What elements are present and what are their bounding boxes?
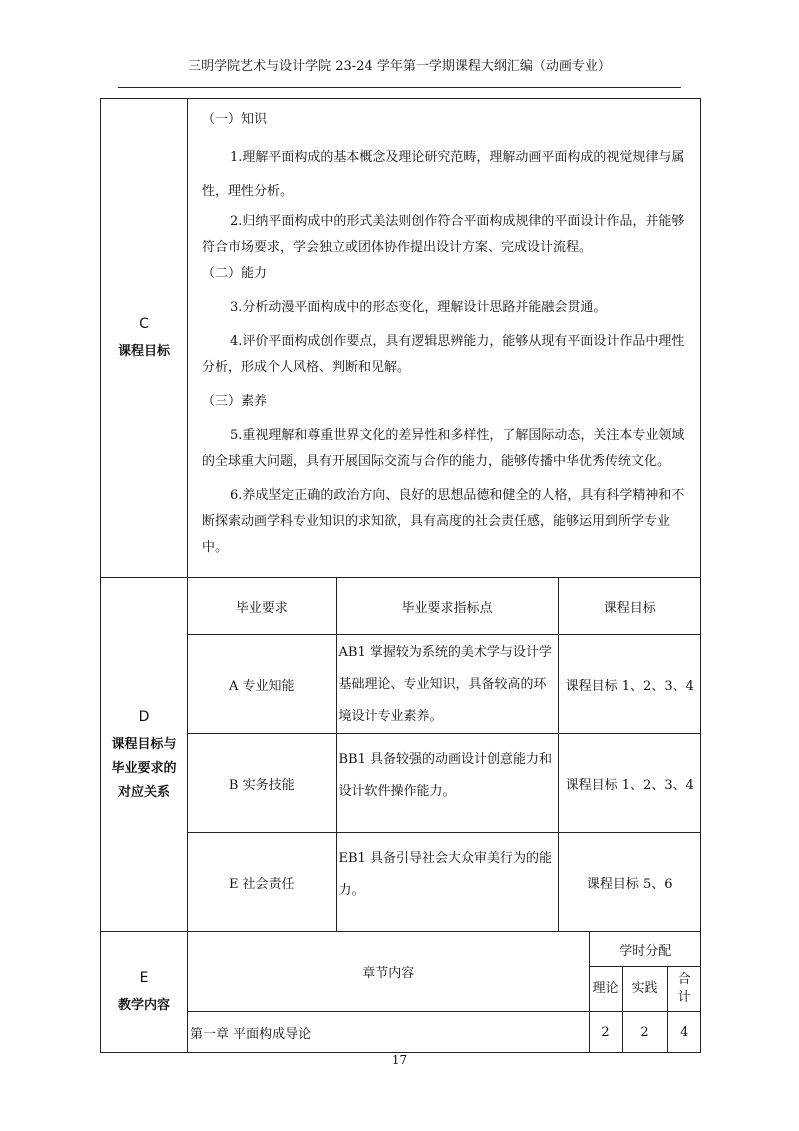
- syllabus-table: [100, 98, 701, 1053]
- target-cell: 课程目标 1、2、3、4: [558, 635, 701, 734]
- section-e-label: [101, 932, 188, 1053]
- objective-5: 5.重视理解和尊重世界文化的差异性和多样性，了解国际动态，关注本专业领域的全球重大问题，具有开展国际交流与合作的能力，能够传播中华优秀传统文化。: [202, 428, 685, 469]
- section-c-row: [101, 99, 701, 578]
- section-e-code: E: [139, 970, 149, 986]
- mapping-header-row: [188, 578, 701, 635]
- target-cell: 课程目标 1、2、3、4: [558, 734, 701, 833]
- section-d-label: [101, 578, 188, 932]
- chapter-row: [188, 1012, 701, 1053]
- section-e-row: [101, 932, 701, 1053]
- section-d-name-line1: 课程目标与: [111, 736, 177, 752]
- chapter-header: 章节内容: [188, 932, 589, 1012]
- section-c-code: C: [139, 316, 149, 332]
- chapter-theory: 2: [589, 1012, 622, 1053]
- objective-2: 2.归纳平面构成中的形式美法则创作符合平面构成规律的平面设计作品，并能够符合市场要求，学会独立或团体协作提出设计方案、完成设计流程。: [202, 214, 685, 255]
- requirement-cell: A 专业知能: [188, 635, 336, 734]
- section-d-row: [101, 578, 701, 932]
- hours-header: 学时分配: [589, 932, 701, 967]
- indicator-cell: EB1 具备引导社会大众审美行为的能力。: [336, 833, 558, 932]
- header-rule: [118, 87, 681, 88]
- header-indicator: 毕业要求指标点: [336, 578, 558, 635]
- objective-3: 3.分析动漫平面构成中的形态变化，理解设计思路并能融会贯通。: [230, 300, 607, 315]
- section-c-label: [101, 99, 188, 578]
- ability-heading: （二）能力: [202, 266, 268, 281]
- section-d-code: D: [138, 708, 150, 725]
- content-header-row: [188, 932, 701, 967]
- chapter-total: 4: [667, 1012, 701, 1053]
- target-cell: 课程目标 5、6: [558, 833, 701, 932]
- objective-6: 6.养成坚定正确的政治方向、良好的思想品德和健全的人格，具有科学精神和不断探索动画学科专业知识的求知欲，具有高度的社会责任感，能够运用到所学专业中。: [202, 488, 685, 555]
- document-header: 三明学院艺术与设计学院 23-24 学年第一学期课程大纲汇编（动画专业）: [188, 59, 611, 74]
- section-d-name-line3: 对应关系: [117, 784, 170, 800]
- page-number: 17: [391, 1053, 408, 1067]
- mapping-table-cell: [188, 578, 701, 932]
- section-d-name-line2: 毕业要求的: [111, 760, 177, 776]
- section-e-name: 教学内容: [117, 998, 170, 1013]
- content-table: [188, 932, 701, 1052]
- section-c-name: 课程目标: [117, 344, 170, 359]
- chapter-practice: 2: [622, 1012, 667, 1053]
- header-requirement: 毕业要求: [188, 578, 336, 635]
- mapping-row: [188, 734, 701, 833]
- content-table-cell: [188, 932, 701, 1053]
- theory-header: 理论: [589, 967, 622, 1012]
- mapping-table: [188, 578, 701, 931]
- indicator-cell: BB1 具备较强的动画设计创意能力和设计软件操作能力。: [336, 734, 558, 833]
- objective-4: 4.评价平面构成创作要点，具有逻辑思辨能力，能够从现有平面设计作品中理性分析，形成个人风格、判断和见解。: [202, 334, 685, 375]
- requirement-cell: B 实务技能: [188, 734, 336, 833]
- chapter-title: 第一章 平面构成导论: [188, 1012, 589, 1053]
- objective-1: 1.理解平面构成的基本概念及理论研究范畴，理解动画平面构成的视觉规律与属性，理性分析。: [202, 150, 685, 199]
- knowledge-heading: （一）知识: [202, 112, 268, 127]
- course-objectives: [188, 99, 701, 578]
- mapping-row: [188, 635, 701, 734]
- practice-header: 实践: [622, 967, 667, 1012]
- indicator-cell: AB1 掌握较为系统的美术学与设计学基础理论、专业知识，具备较高的环境设计专业素养。: [336, 635, 558, 734]
- mapping-row: [188, 833, 701, 932]
- requirement-cell: E 社会责任: [188, 833, 336, 932]
- header-target: 课程目标: [558, 578, 701, 635]
- total-header: 合计: [667, 967, 701, 1012]
- quality-heading: （三）素养: [202, 394, 268, 409]
